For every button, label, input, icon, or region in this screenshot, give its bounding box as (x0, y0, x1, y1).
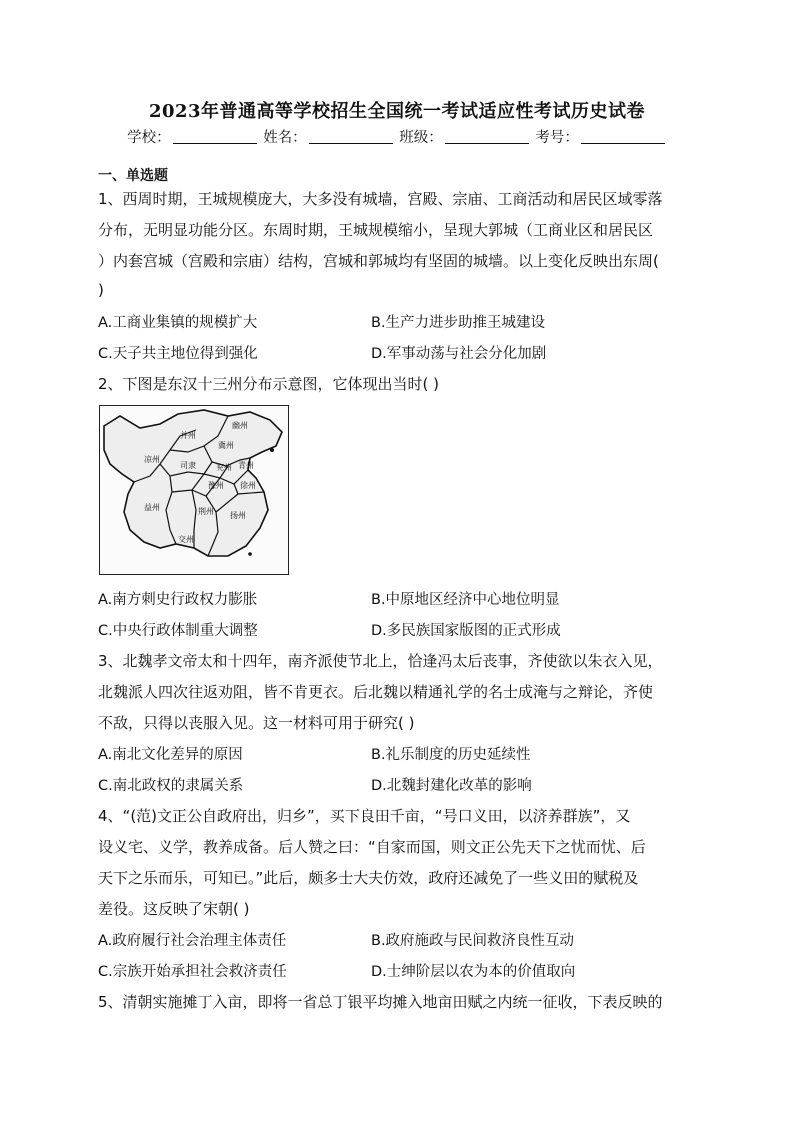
q1-line: 分布，无明显功能分区。东周时期，王城规模缩小，呈现大郭城（工商业区和居民区 (98, 221, 654, 239)
class-blank[interactable] (445, 129, 529, 144)
q3-line: 不敌，只得以丧服入见。这一材料可用于研究( ) (98, 714, 415, 732)
map-label-youzhou: 幽州 (232, 421, 248, 430)
q4-option-b[interactable]: B.政府施政与民间救济良性互动 (371, 933, 575, 949)
school-blank[interactable] (173, 129, 257, 144)
q3-option-d[interactable]: D.北魏封建化改革的影响 (371, 778, 532, 794)
section-heading: 一、单选题 (98, 168, 168, 184)
map-label-jizhou: 冀州 (218, 441, 234, 450)
q4-option-d[interactable]: D.士绅阶层以农为本的价值取向 (371, 964, 576, 980)
q2-option-c[interactable]: C.中央行政体制重大调整 (98, 623, 258, 639)
student-info-row (0, 126, 794, 147)
map-label-yuzhou: 豫州 (208, 481, 224, 490)
map-label-liangzhou: 凉州 (144, 455, 160, 464)
q3-line: 北魏派人四次往返劝阻，皆不肯更衣。后北魏以精通礼学的名士成淹与之辩论，齐使 (98, 683, 654, 701)
name-label: 姓名： (263, 130, 307, 146)
map-label-bingzhou: 并州 (180, 431, 196, 440)
map-label-jiaozhou: 交州 (178, 535, 194, 544)
page-title: 2023年普通高等学校招生全国统一考试适应性考试历史试卷 (148, 101, 646, 122)
class-label: 班级： (399, 130, 443, 146)
q1-option-d[interactable]: D.军事动荡与社会分化加剧 (371, 346, 547, 362)
q3-option-c[interactable]: C.南北政权的隶属关系 (98, 778, 244, 794)
q2-option-a[interactable]: A.南方刺史行政权力膨胀 (98, 592, 258, 608)
q4-line: 天下之乐而乐，可知已。”此后，颇多士大夫仿效，政府还减免了一些义田的赋税及 (98, 869, 639, 887)
q5-line: 5、清朝实施摊丁入亩，即将一省总丁银平均摊入地亩田赋之内统一征收，下表反映的 (98, 993, 663, 1011)
school-label: 学校： (127, 130, 171, 146)
q1-option-c[interactable]: C.天子共主地位得到强化 (98, 346, 258, 362)
q1-option-b[interactable]: B.生产力进步助推王城建设 (371, 315, 546, 331)
exam-number-label: 考号： (535, 130, 579, 146)
q1-line: ）内套宫城（宫殿和宗庙）结构，宫城和郭城均有坚固的城墙。以上变化反映出东周( (98, 252, 659, 270)
q4-line: 4、“(范)文正公自政府出，归乡”，买下良田千亩，“号口义田，以济养群族”，又 (98, 807, 631, 825)
q3-line: 3、北魏孝文帝太和十四年，南齐派使节北上，恰逢冯太后丧事，齐使欲以朱衣入见， (98, 652, 663, 670)
map-label-yanzhou: 兖州 (216, 463, 232, 472)
q2-option-d[interactable]: D.多民族国家版图的正式形成 (371, 623, 561, 639)
eastern-han-map (99, 405, 289, 575)
map-label-sili: 司隶 (180, 461, 196, 470)
q1-line: 1、西周时期，王城规模庞大，大多没有城墙，宫殿、宗庙、工商活动和居民区域零落 (98, 190, 663, 208)
q1-line: ) (98, 281, 104, 299)
q4-line: 设义宅、义学，教养成备。后人赞之曰：“自家而国，则文正公先天下之忧而忧、后 (98, 838, 646, 856)
map-label-qingzhou: 青州 (238, 461, 254, 470)
exam-number-blank[interactable] (581, 129, 665, 144)
map-label-yangzhou: 扬州 (230, 511, 246, 520)
q3-option-b[interactable]: B.礼乐制度的历史延续性 (371, 747, 531, 763)
map-label-yizhou: 益州 (144, 503, 160, 512)
q2-option-b[interactable]: B.中原地区经济中心地位明显 (371, 592, 560, 608)
q4-option-c[interactable]: C.宗族开始承担社会救济责任 (98, 964, 287, 980)
q4-option-a[interactable]: A.政府履行社会治理主体责任 (98, 933, 287, 949)
q3-option-a[interactable]: A.南北文化差异的原因 (98, 747, 243, 763)
name-blank[interactable] (309, 129, 393, 144)
map-label-jingzhou: 荆州 (198, 507, 214, 516)
q1-option-a[interactable]: A.工商业集镇的规模扩大 (98, 315, 258, 331)
q2-line: 2、下图是东汉十三州分布示意图，它体现出当时( ) (98, 375, 440, 393)
q4-line: 差役。这反映了宋朝( ) (98, 900, 250, 918)
map-label-xuzhou: 徐州 (240, 481, 256, 490)
